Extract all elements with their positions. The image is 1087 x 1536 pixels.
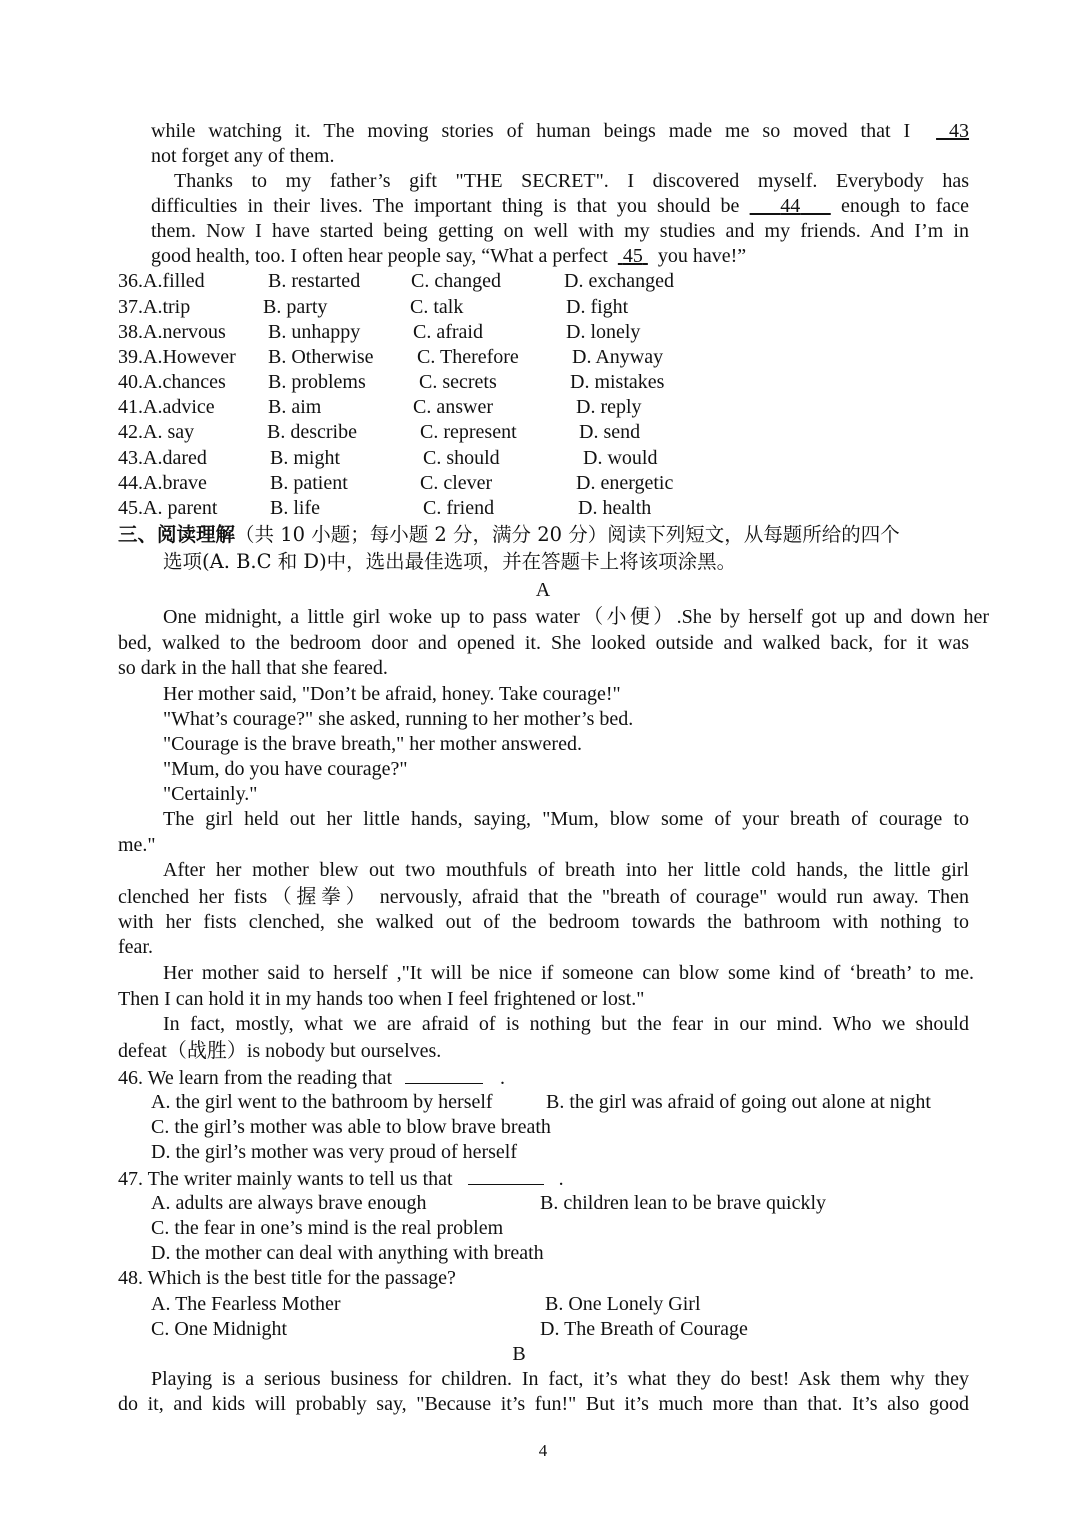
blank-43: 43 [949,120,970,142]
cloze-line: them. Now I have started being getting on well with my studies and my friends. And I’m in [151,220,969,242]
passage-line: One midnight, a little girl woke up to pass water（小便）.She by herself got up and down her [163,606,989,628]
passage-line: Her mother said, "Don’t be afraid, honey. Take courage!" [163,683,621,705]
option-d: D. fight [566,296,629,318]
option-a: 41.A.advice [118,396,215,418]
section-instructions: 选项(A. B.C 和 D)中，选出最佳选项，并在答题卡上将该项涂黑。 [163,550,737,573]
question-46: 46. We learn from the reading that . [118,1067,506,1089]
option-c: C. friend [423,497,495,519]
option-b: B. party [263,296,328,318]
option-b: B. describe [267,421,357,443]
passage-line: "Certainly." [163,783,258,805]
option-d: D. health [578,497,652,519]
option-b: B. life [270,497,320,519]
question-47-option-a: A. adults are always brave enough [151,1192,427,1214]
passage-line: Then I can hold it in my hands too when I feel frightened or lost." [118,988,645,1010]
passage-line: "Mum, do you have courage?" [163,758,408,780]
question-48-option-d: D. The Breath of Courage [540,1318,748,1340]
passage-label-b: B [512,1343,526,1365]
question-48-option-b: B. One Lonely Girl [545,1293,701,1315]
option-a: 42.A. say [118,421,195,443]
passage-line: Playing is a serious business for children. In fact, it’s what they do best! Ask them why they [151,1368,969,1390]
option-b: B. Otherwise [268,346,374,368]
question-48: 48. Which is the best title for the passage? [118,1267,456,1289]
option-a: 37.A.trip [118,296,191,318]
question-47: 47. The writer mainly wants to tell us that . [118,1168,564,1190]
option-b: B. unhappy [268,321,361,343]
cloze-line: while watching it. The moving stories of human beings made me so moved that I 43 [151,120,970,142]
option-d: D. Anyway [572,346,664,368]
passage-line: bed, walked to the bedroom door and opened it. She looked outside and walked back, for it was [118,632,969,654]
option-b: B. restarted [268,270,361,292]
passage-line: defeat（战胜）is nobody but ourselves. [118,1040,442,1062]
option-a: 44.A.brave [118,472,207,494]
question-47-option-c: C. the fear in one’s mind is the real problem [151,1217,504,1239]
passage-line: do it, and kids will probably say, "Because it’s fun!" But it’s much more than that. It’s also good [118,1393,969,1415]
option-c: C. answer [413,396,493,418]
option-c: C. should [423,447,500,469]
passage-line: with her fists clenched, she walked out of the bedroom towards the bathroom with nothing to [118,911,969,933]
passage-line: The girl held out her little hands, saying, "Mum, blow some of your breath of courage to [163,808,969,830]
answer-blank [468,1166,544,1185]
question-46-option-b: B. the girl was afraid of going out alone at night [546,1091,931,1113]
option-b: B. problems [268,371,366,393]
question-46-option-a: A. the girl went to the bathroom by herself [151,1091,493,1113]
option-c: C. secrets [419,371,497,393]
option-a: 39.A.However [118,346,236,368]
option-a: 45.A. parent [118,497,218,519]
cloze-line: not forget any of them. [151,145,335,167]
option-d: D. mistakes [570,371,665,393]
question-48-option-c: C. One Midnight [151,1318,288,1340]
option-d: D. would [583,447,658,469]
option-b: B. aim [268,396,322,418]
cloze-line: difficulties in their lives. The important thing is that you should be 44 enough to face [151,195,970,217]
cloze-line: good health, too. I often hear people say, “What a perfect 45 you have!” [151,245,747,267]
option-d: D. reply [576,396,642,418]
blank-44: 44 [780,195,801,217]
option-a: 36.A.filled [118,270,205,292]
question-48-option-a: A. The Fearless Mother [151,1293,341,1315]
option-a: 40.A.chances [118,371,226,393]
passage-line: Her mother said to herself ,"It will be nice if someone can blow some kind of ‘breath’ to me. [163,962,974,984]
option-c: C. represent [420,421,517,443]
option-a: 38.A.nervous [118,321,226,343]
option-d: D. lonely [566,321,641,343]
option-c: C. clever [420,472,493,494]
passage-label-a: A [535,579,551,601]
option-d: D. send [579,421,641,443]
option-b: B. might [270,447,341,469]
question-47-option-d: D. the mother can deal with anything with breath [151,1242,544,1264]
option-d: D. exchanged [564,270,674,292]
section-heading: 三、阅读理解（共 10 小题；每小题 2 分，满分 20 分）阅读下列短文，从每题所给的四个 [118,523,900,546]
passage-line: clenched her fists（握拳） nervously, afraid that the "breath of courage" would run away. Then [118,886,969,908]
passage-line: "What’s courage?" she asked, running to her mother’s bed. [163,708,634,730]
option-b: B. patient [270,472,348,494]
option-c: C. talk [410,296,464,318]
option-c: C. Therefore [417,346,519,368]
passage-line: "Courage is the brave breath," her mother answered. [163,733,582,755]
question-46-option-d: D. the girl’s mother was very proud of herself [151,1141,518,1163]
cloze-line: Thanks to my father’s gift "THE SECRET". I discovered myself. Everybody has [174,170,969,192]
option-a: 43.A.dared [118,447,207,469]
question-46-option-c: C. the girl’s mother was able to blow brave breath [151,1116,551,1138]
option-c: C. afraid [413,321,483,343]
passage-line: In fact, mostly, what we are afraid of is nothing but the fear in our mind. Who we should [163,1013,969,1035]
passage-line: After her mother blew out two mouthfuls of breath into her little cold hands, the little girl [163,859,969,881]
page-number: 4 [538,1441,548,1460]
blank-45: 45 [622,245,643,267]
option-d: D. energetic [576,472,674,494]
passage-line: so dark in the hall that she feared. [118,657,388,679]
option-c: C. changed [411,270,501,292]
question-47-option-b: B. children lean to be brave quickly [540,1192,827,1214]
passage-line: fear. [118,936,153,958]
passage-line: me." [118,834,156,856]
answer-blank [405,1065,483,1084]
